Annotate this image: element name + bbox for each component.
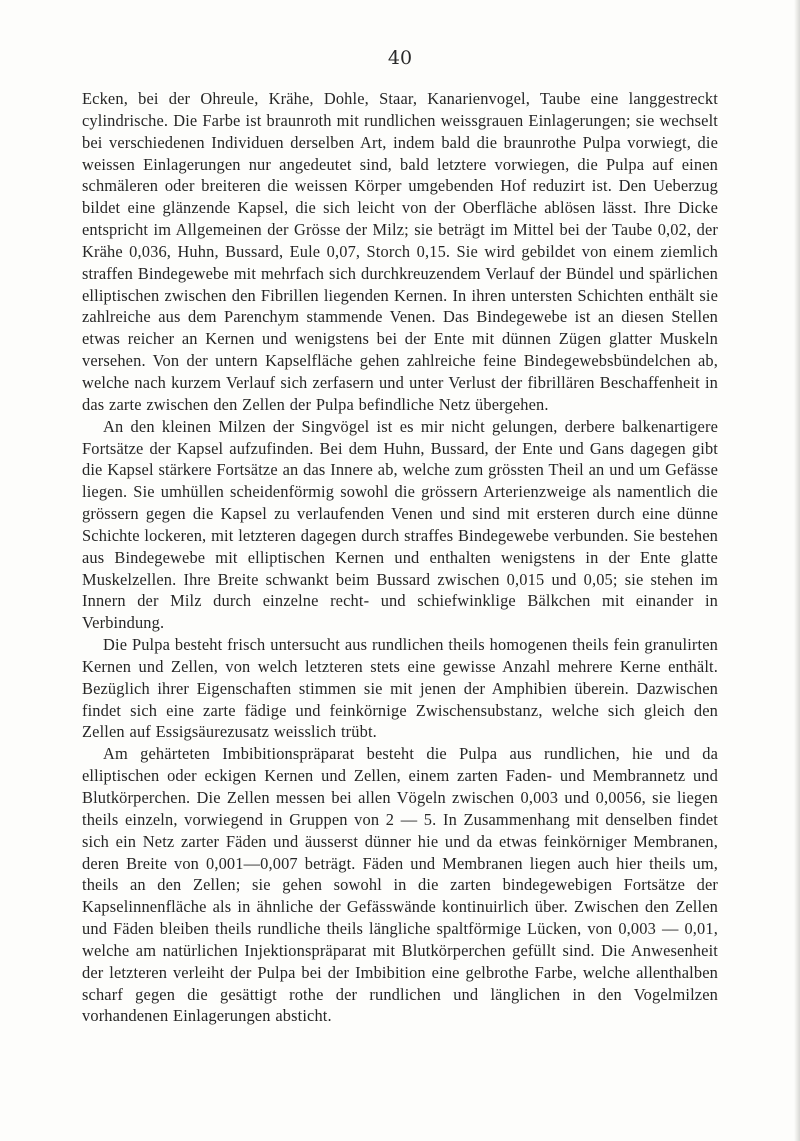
page-edge-shadow [794, 0, 800, 1141]
page-number: 40 [387, 47, 413, 69]
paragraph-1: Ecken, bei der Ohreule, Krähe, Dohle, Staar, Kanarienvogel, Taube eine langgestreckt cylindrische. Die Farbe ist braunroth mit rundlichen weissgrauen Einlagerungen; sie wechselt bei verschiedenen Individuen derselben Art, indem bald die braunrothe Pulpa vorwiegt, die weissen Einlagerungen nur angedeutet sind, bald letztere vorwiegen, die Pulpa auf einen schmäleren oder breiteren die weissen Körper umgebenden Hof reduzirt ist. Den Ueberzug bildet eine glänzende Kapsel, die sich leicht von der Oberfläche ablösen lässt. Ihre Dicke entspricht im Allgemeinen der Grösse der Milz; sie beträgt im Mittel bei der Taube 0,02, der Krähe 0,036, Huhn, Bussard, Eule 0,07, Storch 0,15. Sie wird gebildet von einem ziemlich straffen Bindegewebe mit mehrfach sich durchkreuzendem Verlauf der Bündel und spärlichen elliptischen zwischen den Fibrillen liegenden Kernen. In ihren untersten Schichten enthält sie zahlreiche aus dem Parenchym stammende Venen. Das Bindegewebe ist an diesen Stellen etwas reicher an Kernen und wenigstens bei der Ente mit dünnen Zügen glatter Muskeln versehen. Von der untern Kapselfläche gehen zahlreiche feine Bindegewebsbündelchen ab, welche nach kurzem Verlauf sich zerfasern und unter Verlust der fibrillären Beschaffenheit in das zarte zwischen den Zellen der Pulpa befindliche Netz übergehen. [82, 89, 718, 414]
body-text [82, 88, 718, 1027]
paragraph-4: Am gehärteten Imbibitionspräparat besteht die Pulpa aus rundlichen, hie und da elliptischen oder eckigen Kernen und Zellen, einem zarten Faden- und Membrannetz und Blutkörperchen. Die Zellen messen bei allen Vögeln zwischen 0,003 und 0,0056, sie liegen theils einzeln, vorwiegend in Gruppen von 2 — 5. In Zusammenhang mit denselben findet sich ein Netz zarter Fäden und äusserst dünner hie und da etwas feinkörniger Membranen, deren Breite von 0,001—0,007 beträgt. Fäden und Membranen liegen auch hier theils um, theils an den Zellen; sie gehen sowohl in die zarten bindegewebigen Fortsätze der Kapselinnenfläche als in ähnliche der Gefässwände kontinuirlich über. Zwischen den Zellen und Fäden bleiben theils rundliche theils längliche spaltförmige Lücken, von 0,003 — 0,01, welche am natürlichen Injektionspräparat mit Blutkörperchen gefüllt sind. Die Anwesenheit der letzteren verleiht der Pulpa bei der Imbibition eine gelbrothe Farbe, welche allenthalben scharf gegen die gesättigt rothe der rundlichen und länglichen in den Vogelmilzen vorhandenen Einlagerungen absticht. [82, 744, 718, 1026]
paragraph-2: An den kleinen Milzen der Singvögel ist es mir nicht gelungen, derbere balkenartigere Fortsätze der Kapsel aufzufinden. Bei dem Huhn, Bussard, der Ente und Gans dagegen gibt die Kapsel stärkere Fortsätze an das Innere ab, welche zum grössten Theil an und um Gefässe liegen. Sie umhüllen scheidenförmig sowohl die grössern Arterienzweige als namentlich die grössern gegen die Kapsel zu verlaufenden Venen und sind mit ersteren durch eine dünne Schichte lockeren, mit letzteren dagegen durch straffes Bindegewebe verbunden. Sie bestehen aus Bindegewebe mit elliptischen Kernen und enthalten wenigstens in der Ente glatte Muskelzellen. Ihre Breite schwankt beim Bussard zwischen 0,015 und 0,05; sie stehen im Innern der Milz durch einzelne recht- und schiefwinklige Bälkchen mit einander in Verbindung. [82, 416, 718, 633]
paragraph-3: Die Pulpa besteht frisch untersucht aus rundlichen theils homogenen theils fein granulirten Kernen und Zellen, von welch letzteren stets eine gewisse Anzahl mehrere Kerne enthält. Bezüglich ihrer Eigenschaften stimmen sie mit jenen der Amphibien überein. Dazwischen findet sich eine zarte fädige und feinkörnige Zwischensubstanz, welche sich gleich den Zellen auf Essigsäurezusatz weisslich trübt. [82, 635, 718, 742]
